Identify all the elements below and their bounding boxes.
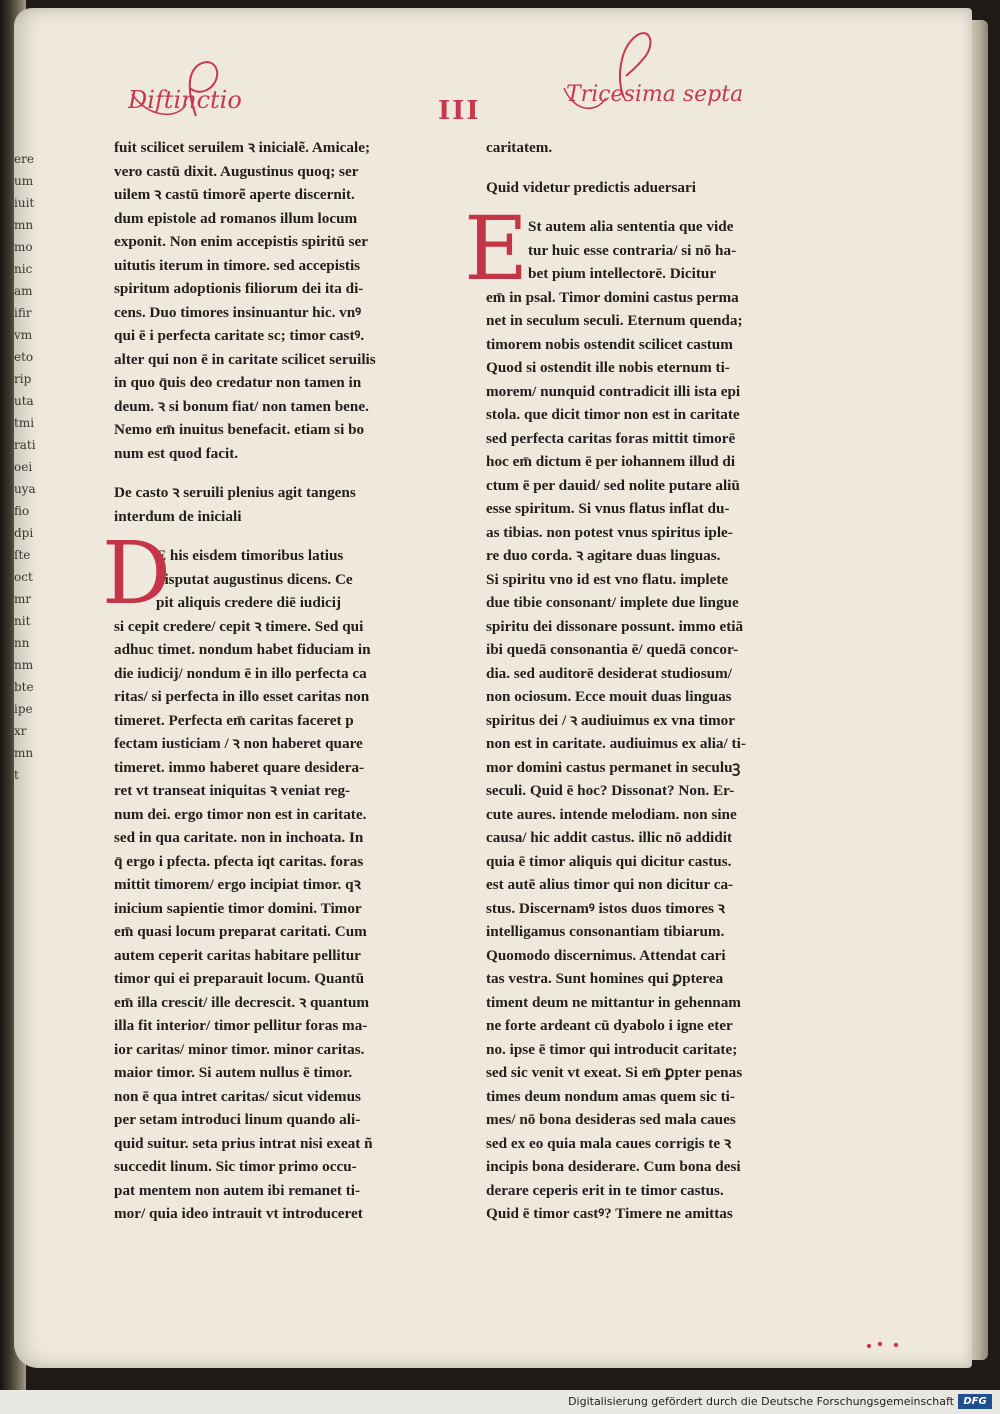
text-line: as tibias. non potest vnus spiritus iple-: [486, 523, 733, 541]
text-line: timorem nobis ostendit scilicet castum: [486, 335, 733, 353]
paragraph: [102, 524, 414, 1226]
text-line: inicium sapientie timor domini. Timor: [114, 899, 362, 917]
section-heading: [114, 481, 414, 528]
text-line: Si spiritu vno id est vno flatu. implete: [486, 570, 729, 588]
text-line: pat mentem non autem ibi remanet ti-: [114, 1181, 361, 1199]
rubricated-initial: D: [102, 524, 171, 624]
text-line: times deum nondum amas quem sic ti-: [486, 1087, 735, 1105]
text-line: incipis bona desiderare. Cum bona desi: [486, 1158, 741, 1175]
text-line: due tibie consonant/ implete due lingue: [486, 594, 739, 611]
text-line: num dei. ergo timor non est in caritate.: [114, 805, 367, 823]
text-line: timeret. Perfecta em̄ caritas faceret p: [114, 711, 354, 729]
dfg-logo: DFG: [958, 1394, 992, 1409]
text-line: Quid ē timor castꝰ? Timere ne amittas: [486, 1205, 733, 1222]
text-line: tas vestra. Sunt homines qui ꝑpterea: [486, 970, 724, 987]
text-line: seculi. Quid ē hoc? Dissonat? Non. Er-: [486, 782, 735, 799]
text-line: morem/ nunquid contradicit illi ista epi: [486, 382, 741, 400]
text-line: causa/ hic addit castus. illic nō addidit: [486, 829, 733, 846]
text-line: St autem alia sententia que vide: [528, 218, 734, 235]
text-line: illa fit interior/ timor pellitur foras ma-: [114, 1017, 368, 1034]
text-line: cute aures. intende melodiam. non sine: [486, 805, 737, 823]
text-line: em̄ illa crescit/ ille decrescit. ꝛ quantum: [114, 993, 370, 1011]
text-line: timor qui ei preparauit locum. Quantū: [114, 970, 365, 987]
text-line: intelligamus consonantiam tibiarum.: [486, 923, 725, 940]
text-line: derare ceperis erit in te timor castus.: [486, 1181, 724, 1199]
text-line: sed sic venit vt exeat. Si em̄ ꝑpter penas: [486, 1064, 743, 1081]
text-line: per setam introduci linum quando ali-: [114, 1111, 361, 1128]
text-line: mor/ quia ideo intrauit vt introduceret: [114, 1205, 363, 1222]
text-line: no. ipse ē timor qui introducit caritate;: [486, 1040, 738, 1058]
text-line: bet pium intellectorē. Dicitur: [528, 265, 717, 282]
text-line: non est in caritate. audiuimus ex alia/ ti-: [486, 735, 746, 752]
text-line: autem ceperit caritas habitare pellitur: [114, 946, 361, 964]
rubric-flourish-right: [560, 28, 720, 118]
text-line: ritas/ si perfecta in illo esset caritas non: [114, 688, 370, 705]
text-line: hoc em̄ dictum ē per iohannem illud di: [486, 453, 736, 470]
running-head-left: Diftinctio: [128, 86, 242, 114]
text-line: num est quod facit.: [114, 444, 239, 462]
rubric-flourish-left: [128, 54, 238, 124]
text-line: ret vt transeat iniquitas ꝛ veniat reg-: [114, 782, 351, 799]
text-line: caritatem.: [486, 139, 553, 156]
text-line: qui ē i perfecta caritate sc; timor castꝰ.: [114, 327, 365, 344]
text-line: est autē alius timor qui non dicitur ca-: [486, 876, 734, 893]
text-line: succedit linum. Sic timor primo occu-: [114, 1158, 357, 1175]
text-line: q̄ ergo i pfecta. pfecta iqt caritas. foras: [114, 852, 364, 870]
text-line: si cepit credere/ cepit ꝛ timere. Sed qui: [114, 617, 364, 635]
heading-line: Quid videtur predictis aduersari: [486, 178, 696, 196]
rubric-marks: [866, 1338, 906, 1352]
text-line: mes/ nō bona desideras sed mala caues: [486, 1111, 736, 1128]
text-line: em̄ in psal. Timor domini castus perma: [486, 288, 739, 306]
rubricated-initial: E: [464, 197, 529, 300]
text-line: die iudicij/ nondum ē in illo perfecta ca: [114, 664, 367, 682]
text-line: deum. ꝛ si bonum fiat/ non tamen bene.: [114, 397, 369, 415]
text-line: fectam iusticiam / ꝛ non haberet quare: [114, 735, 363, 752]
text-line: quid suitur. seta prius intrat nisi exeat ñ: [114, 1134, 373, 1152]
text-line: alter qui non ē in caritate scilicet seruilis: [114, 350, 376, 368]
text-line: E his eisdem timoribus latius: [156, 547, 344, 564]
digitization-footer: [0, 1390, 1000, 1414]
text-line: uilem ꝛ castū timorẽ aperte discernit.: [114, 186, 355, 203]
text-line: sed perfecta caritas foras mittit timorē: [486, 429, 736, 447]
heading-line: De casto ꝛ seruili plenius agit tangens: [114, 484, 356, 501]
text-line: disputat augustinus dicens. Ce: [156, 570, 353, 588]
text-line: mittit timorem/ ergo incipiat timor. qꝛ: [114, 876, 361, 893]
text-line: timeret. immo haberet quare desidera-: [114, 758, 365, 776]
text-line: stola. que dicit timor non est in caritate: [486, 406, 740, 423]
text-line: dia. sed auditorē desiderat studiosum/: [486, 664, 732, 682]
text-line: non ē qua intret caritas/ sicut videmus: [114, 1087, 361, 1105]
text-line: dum epistole ad romanos illum locum: [114, 209, 358, 227]
text-line: re duo corda. ꝛ agitare duas linguas.: [486, 547, 721, 564]
running-head-right: Tricesima septa: [566, 82, 744, 107]
text-line: non ociosum. Ecce mouit duas linguas: [486, 688, 732, 705]
text-line: exponit. Non enim accepistis spiritū ser: [114, 233, 368, 250]
facing-page-margin-text: ereumiuitmnmonicamifirvmetoriputatmiratioeiuyafiodpiſteoctmrnitnnnmbteipexrmnt: [14, 152, 36, 782]
text-line: em̄ quasi locum preparat caritati. Cum: [114, 923, 367, 940]
text-line: spiritum adoptionis filiorum dei ita di-: [114, 280, 364, 297]
text-line: Nemo em̄ inuitus benefacit. etiam si bo: [114, 421, 365, 438]
text-line: net in seculum seculi. Eternum quenda;: [486, 312, 743, 329]
text-line: Quomodo discernimus. Attendat cari: [486, 946, 726, 964]
text-line: pit aliquis credere diē iudicij: [156, 594, 342, 611]
text-line: spiritu dei dissonare possunt. immo etiā: [486, 617, 744, 635]
text-line: cens. Duo timores insinuantur hic. vnꝰ: [114, 303, 362, 321]
text-line: adhuc timet. nondum habet fiduciam in: [114, 641, 371, 658]
text-line: fuit scilicet seruilem ꝛ inicialẽ. Amicale;: [114, 139, 371, 156]
text-line: mor domini castus permanet in seculuꝫ: [486, 758, 741, 776]
running-head-center: III: [438, 96, 481, 126]
text-line: tur huic esse contraria/ si nō ha-: [528, 241, 737, 259]
text-column-right: [464, 136, 776, 1226]
text-line: quia ē timor aliquis qui dicitur castus.: [486, 852, 732, 870]
text-line: ne forte ardeant cū dyabolo i igne eter: [486, 1017, 733, 1034]
text-column-left: [102, 136, 414, 1226]
text-line: maior timor. Si autem nullus ē timor.: [114, 1064, 353, 1081]
text-line: spiritus dei / ꝛ audiuimus ex vna timor: [486, 711, 735, 729]
text-line: stus. Discernamꝰ istos duos timores ꝛ: [486, 899, 725, 917]
text-line: ctum ē per dauid/ sed nolite putare aliū: [486, 476, 740, 494]
text-line: vero castū dixit. Augustinus quoq; ser: [114, 162, 359, 180]
text-line: timent deum ne mittantur in gehennam: [486, 993, 741, 1011]
text-line: ior caritas/ minor timor. minor caritas.: [114, 1040, 365, 1058]
text-line: Quod si ostendit ille nobis eternum ti-: [486, 359, 730, 376]
text-line: ibi quedā consonantia ē/ quedā concor-: [486, 641, 739, 658]
text-line: uitutis iterum in timore. sed accepistis: [114, 256, 361, 274]
heading-line: interdum de iniciali: [114, 507, 242, 525]
text-line: in quo q̄uis deo credatur non tamen in: [114, 374, 362, 391]
text-line: sed in qua caritate. non in inchoata. In: [114, 829, 364, 846]
text-line: sed ex eo quia mala caues corrigis te ꝛ: [486, 1134, 732, 1152]
footer-credit: Digitalisierung gefördert durch die Deutsche Forschungsgemeinschaft: [568, 1395, 954, 1408]
section-heading: [486, 176, 776, 200]
paragraph: [464, 197, 776, 1226]
text-line: esse spiritum. Si vnus flatus inflat du-: [486, 500, 730, 517]
